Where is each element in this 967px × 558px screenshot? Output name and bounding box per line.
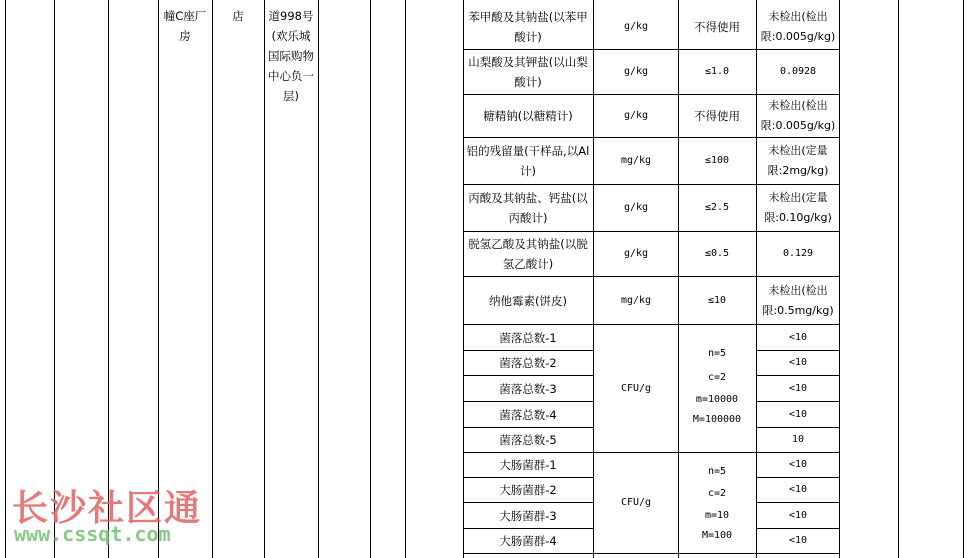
colony-result: <10	[788, 331, 808, 343]
colony-standard-m: m=10000	[695, 394, 739, 405]
coliform-item-name: 大肠菌群-4	[499, 534, 557, 548]
test-item-result: 未检出(检出限:0.5mg/kg)	[762, 283, 834, 317]
grid-line	[54, 0, 55, 558]
grid-line	[963, 0, 964, 558]
test-item-name: 脱氢乙酸及其钠盐(以脱氢乙酸计)	[468, 237, 588, 271]
colony-standard-n: n=5	[707, 348, 727, 359]
test-item-result: 0.0928	[779, 66, 817, 77]
test-item-result: 未检出(定量限:2mg/kg)	[767, 144, 829, 177]
test-item-name: 苯甲酸及其钠盐(以苯甲酸计)	[468, 10, 588, 44]
test-item-unit: mg/kg	[620, 155, 652, 166]
grid-line	[108, 0, 109, 558]
test-item-result: 0.129	[782, 248, 814, 259]
coliform-result: <10	[788, 459, 808, 470]
grid-line	[463, 553, 839, 554]
coliform-standard-n: n=5	[707, 466, 727, 477]
test-item-standard: ≤2.5	[704, 202, 730, 213]
colony-standard-c: c=2	[707, 372, 727, 383]
test-item-standard: 不得使用	[694, 20, 740, 34]
colony-item-name: 菌落总数-2	[499, 356, 557, 370]
test-item-name: 山梨酸及其钾盐(以山梨酸计)	[468, 55, 588, 89]
test-item-unit: g/kg	[623, 110, 649, 121]
watermark	[8, 480, 218, 555]
grid-line	[5, 0, 6, 558]
colony-item-name: 菌落总数-4	[499, 407, 557, 422]
colony-result: 10	[791, 434, 805, 445]
test-item-standard: ≤0.5	[704, 248, 730, 259]
grid-line	[370, 0, 371, 558]
coliform-item-name: 大肠菌群-2	[499, 483, 557, 497]
watermark-url: www.cssqt.com	[14, 522, 171, 546]
grid-line	[158, 0, 159, 558]
test-item-unit: g/kg	[623, 21, 649, 32]
colony-result: <10	[788, 408, 808, 420]
test-item-unit: mg/kg	[620, 294, 652, 306]
test-item-result: 未检出(定量限:0.10g/kg)	[764, 191, 832, 224]
colony-result: <10	[788, 357, 808, 368]
test-item-standard: ≤10	[707, 294, 727, 306]
colony-item-name: 菌落总数-1	[499, 330, 557, 345]
coliform-item-name: 大肠菌群-3	[499, 508, 557, 523]
test-item-unit: g/kg	[623, 202, 649, 213]
location-building-cell: 幢C座厂房	[163, 9, 207, 43]
coliform-unit: CFU/g	[620, 497, 652, 508]
coliform-result: <10	[788, 484, 808, 495]
grid-line	[264, 0, 265, 558]
test-item-name: 纳他霉素(饼皮)	[489, 293, 567, 308]
location-store-cell: 店	[232, 9, 244, 23]
coliform-standard-m: m=10	[704, 510, 730, 521]
colony-result: <10	[788, 382, 808, 394]
test-item-standard: ≤1.0	[704, 66, 730, 77]
colony-item-name: 菌落总数-3	[499, 381, 557, 396]
coliform-result: <10	[788, 535, 808, 546]
test-item-standard: 不得使用	[694, 109, 740, 123]
grid-line	[318, 0, 319, 558]
test-item-name: 铝的残留量(干样品,以Al计)	[466, 144, 590, 178]
coliform-standard-M: M=100	[701, 530, 733, 541]
location-address-cell: 道998号(欢乐城国际购物中心负一层)	[268, 9, 314, 103]
grid-line	[839, 0, 840, 558]
test-item-standard: ≤100	[704, 155, 730, 166]
watermark-logo-text: 长沙社区通	[12, 488, 203, 529]
test-item-name: 丙酸及其钠盐、钙盐(以丙酸计)	[468, 191, 588, 225]
grid-line	[212, 0, 213, 558]
coliform-item-name: 大肠菌群-1	[499, 458, 557, 472]
coliform-result: <10	[788, 509, 808, 521]
colony-standard-M: M=100000	[692, 414, 742, 425]
colony-item-name: 菌落总数-5	[499, 433, 557, 447]
test-item-name: 糖精钠(以糖精计)	[483, 109, 573, 123]
grid-line	[405, 0, 406, 558]
grid-line	[898, 0, 899, 558]
coliform-standard-c: c=2	[707, 488, 727, 499]
colony-unit: CFU/g	[620, 382, 652, 394]
test-item-unit: g/kg	[623, 248, 649, 259]
test-item-unit: g/kg	[623, 66, 649, 77]
test-item-result: 未检出(检出限:0.005g/kg)	[760, 99, 836, 132]
test-item-result: 未检出(检出限:0.005g/kg)	[760, 10, 836, 43]
